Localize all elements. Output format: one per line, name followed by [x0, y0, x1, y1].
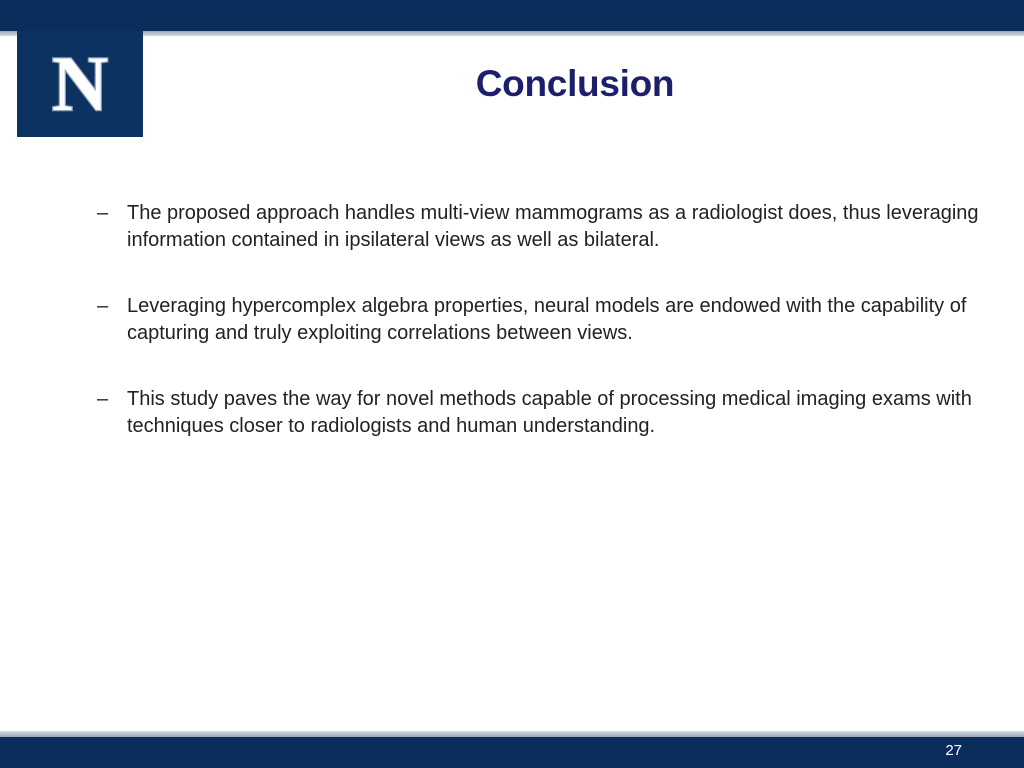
bullet-item	[97, 200, 987, 254]
bullet-marker: –	[97, 388, 109, 410]
university-n-logo-icon	[39, 50, 121, 118]
bullet-marker: –	[97, 202, 109, 224]
bullet-marker: –	[97, 295, 109, 317]
logo-letter: N	[51, 50, 109, 118]
bullet-list	[97, 200, 987, 479]
bottom-footer-band	[0, 737, 1024, 768]
top-header-band	[0, 0, 1024, 31]
bullet-text: Leveraging hypercomplex algebra properties, neural models are endowed with the capability of capturing and truly exploiting correlations between views.	[127, 295, 967, 344]
bullet-item	[97, 293, 987, 347]
university-logo	[17, 31, 143, 137]
bullet-text: The proposed approach handles multi-view mammograms as a radiologist does, thus leveraging information contained in ipsilateral views as well as bilateral.	[127, 202, 979, 251]
top-divider-rule	[0, 31, 1024, 36]
slide-title: Conclusion	[475, 63, 675, 104]
bullet-item	[97, 386, 987, 440]
bullet-text: This study paves the way for novel methods capable of processing medical imaging exams with techniques closer to radiologists and human understanding.	[127, 388, 972, 437]
page-number: 27	[945, 742, 962, 759]
